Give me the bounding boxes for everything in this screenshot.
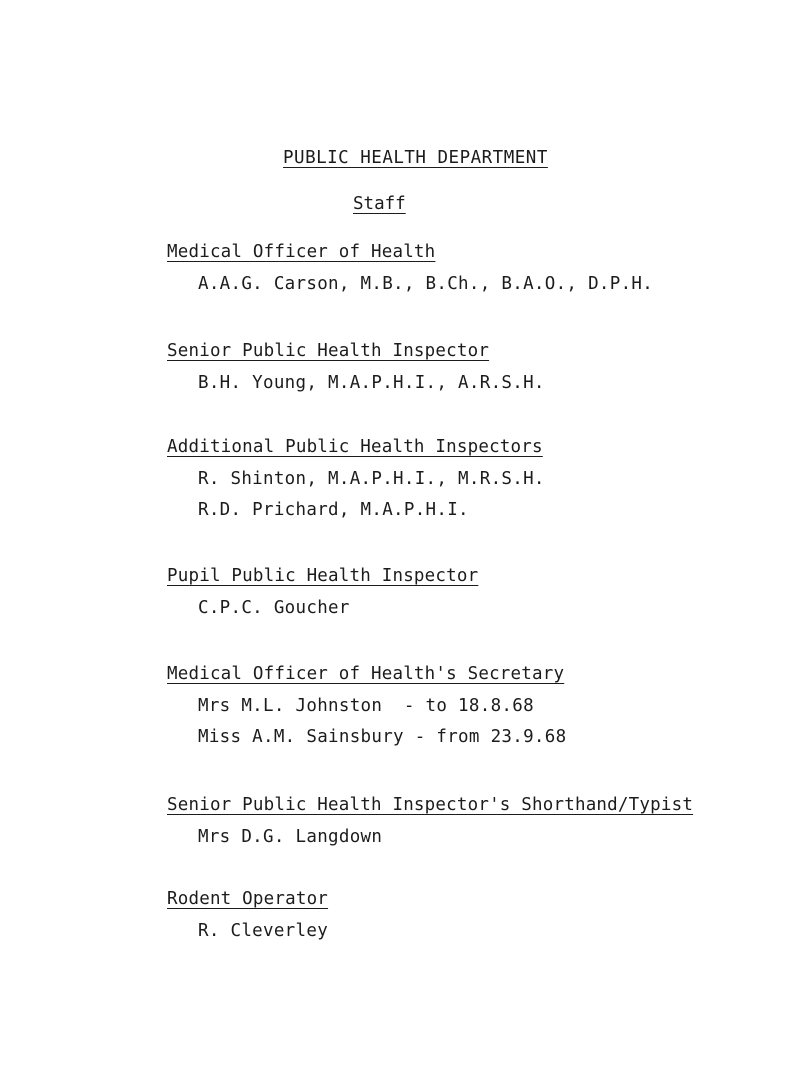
staff-entry: R.D. Prichard, M.A.P.H.I. xyxy=(198,500,469,520)
staff-entry: C.P.C. Goucher xyxy=(198,598,350,618)
section-rodent-operator xyxy=(167,889,787,941)
staff-entry: B.H. Young, M.A.P.H.I., A.R.S.H. xyxy=(198,373,545,393)
section-heading: Medical Officer of Health xyxy=(167,242,436,262)
section-heading: Medical Officer of Health's Secretary xyxy=(167,664,565,684)
section-senior-inspector xyxy=(167,341,787,393)
section-heading: Senior Public Health Inspector xyxy=(167,341,490,361)
staff-entry: R. Shinton, M.A.P.H.I., M.R.S.H. xyxy=(198,469,545,489)
section-heading: Rodent Operator xyxy=(167,889,329,909)
section-pupil-inspector xyxy=(167,566,787,618)
section-shorthand-typist xyxy=(167,795,787,847)
staff-entry: A.A.G. Carson, M.B., B.Ch., B.A.O., D.P.H. xyxy=(198,274,654,294)
section-heading: Pupil Public Health Inspector xyxy=(167,566,479,586)
staff-heading: Staff xyxy=(353,194,406,214)
section-heading: Additional Public Health Inspectors xyxy=(167,437,543,457)
page-title: PUBLIC HEALTH DEPARTMENT xyxy=(283,148,548,168)
staff-entry: R. Cleverley xyxy=(198,921,329,941)
section-medical-officer xyxy=(167,242,787,294)
section-additional-inspectors xyxy=(167,437,787,520)
section-heading: Senior Public Health Inspector's Shorthand/Typist xyxy=(167,795,694,815)
staff-entry: Miss A.M. Sainsbury - from 23.9.68 xyxy=(198,727,567,747)
staff-entry: Mrs D.G. Langdown xyxy=(198,827,383,847)
section-mo-secretary xyxy=(167,664,787,747)
staff-entry: Mrs M.L. Johnston - to 18.8.68 xyxy=(198,696,534,716)
